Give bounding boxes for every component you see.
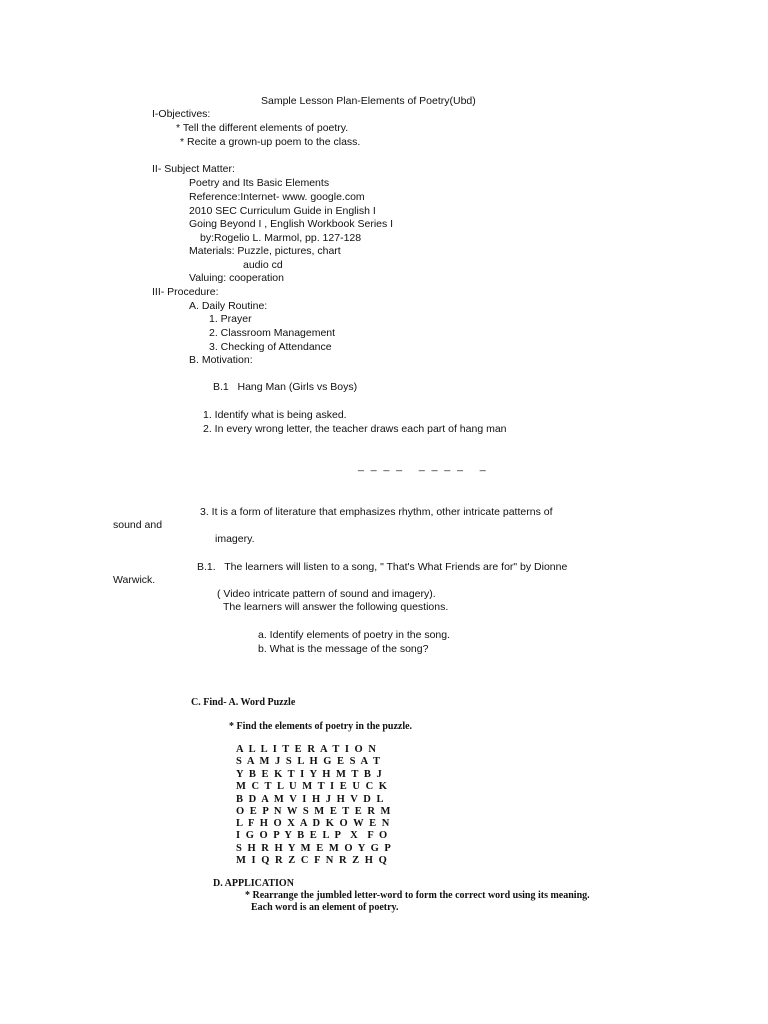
routine-item: 2. Classroom Management — [209, 327, 336, 339]
video-note: ( Video intricate pattern of sound and imagery). — [217, 588, 436, 600]
subject-author: by:Rogelio L. Marmol, pp. 127-128 — [200, 232, 362, 244]
subject-topic: Poetry and Its Basic Elements — [189, 177, 330, 189]
puzzle-row: O E P N W S M E T E R M — [236, 806, 392, 817]
page-title: Sample Lesson Plan-Elements of Poetry(Ubd) — [261, 95, 476, 107]
puzzle-row: S H R H Y M E M O Y G P — [236, 843, 393, 854]
subject-valuing: Valuing: cooperation — [189, 272, 284, 284]
subject-curriculum: 2010 SEC Curriculum Guide in English I — [189, 205, 376, 217]
objective-item: * Tell the different elements of poetry. — [176, 122, 349, 134]
application-instruction: Each word is an element of poetry. — [251, 902, 399, 913]
subject-reference: Reference:Internet- www. google.com — [189, 191, 365, 203]
answer-instruction: The learners will answer the following questions. — [223, 601, 449, 613]
song-activity-line: Warwick. — [113, 574, 156, 586]
hangman-blanks: _ _ _ _ _ _ _ _ _ — [358, 460, 488, 472]
step3-line: 3. It is a form of literature that emphasizes rhythm, other intricate patterns of — [200, 506, 553, 518]
word-puzzle-heading: C. Find- A. Word Puzzle — [191, 697, 296, 708]
puzzle-row: Y B E K T I Y H M T B J — [236, 769, 384, 780]
puzzle-row: S A M J S L H G E S A T — [236, 756, 382, 767]
hangman-step: 2. In every wrong letter, the teacher draws each part of hang man — [203, 423, 507, 435]
puzzle-row: M C T L U M T I E U C K — [236, 781, 389, 792]
daily-routine-heading: A. Daily Routine: — [189, 300, 268, 312]
subject-matter-heading: II- Subject Matter: — [152, 163, 235, 175]
objectives-heading: I-Objectives: — [152, 108, 211, 120]
subject-workbook: Going Beyond I , English Workbook Series I — [189, 218, 394, 230]
hangman-step: 1. Identify what is being asked. — [203, 409, 347, 421]
step3-line: imagery. — [215, 533, 255, 545]
routine-item: 1. Prayer — [209, 313, 252, 325]
puzzle-row: I G O P Y B E L P X F O — [236, 830, 389, 841]
song-question: a. Identify elements of poetry in the song. — [258, 629, 451, 641]
puzzle-row: M I Q R Z C F N R Z H Q — [236, 855, 389, 866]
procedure-heading: III- Procedure: — [152, 286, 219, 298]
hangman-heading: B.1 Hang Man (Girls vs Boys) — [213, 381, 358, 393]
objective-item: * Recite a grown-up poem to the class. — [180, 136, 361, 148]
puzzle-row: B D A M V I H J H V D L — [236, 794, 385, 805]
word-puzzle-instruction: * Find the elements of poetry in the puzzle. — [229, 721, 413, 732]
song-activity-line: B.1. The learners will listen to a song, " That's What Friends are for" by Dionne — [197, 561, 568, 573]
step3-line: sound and — [113, 519, 163, 531]
subject-materials: Materials: Puzzle, pictures, chart — [189, 245, 341, 257]
motivation-heading: B. Motivation: — [189, 354, 253, 366]
routine-item: 3. Checking of Attendance — [209, 341, 332, 353]
subject-materials-extra: audio cd — [243, 259, 283, 271]
puzzle-row: L F H O X A D K O W E N — [236, 818, 391, 829]
application-instruction: * Rearrange the jumbled letter-word to form the correct word using its meaning. — [245, 890, 590, 901]
song-question: b. What is the message of the song? — [258, 643, 429, 655]
application-heading: D. APPLICATION — [213, 878, 294, 889]
puzzle-row: A L L I T E R A T I O N — [236, 744, 378, 755]
